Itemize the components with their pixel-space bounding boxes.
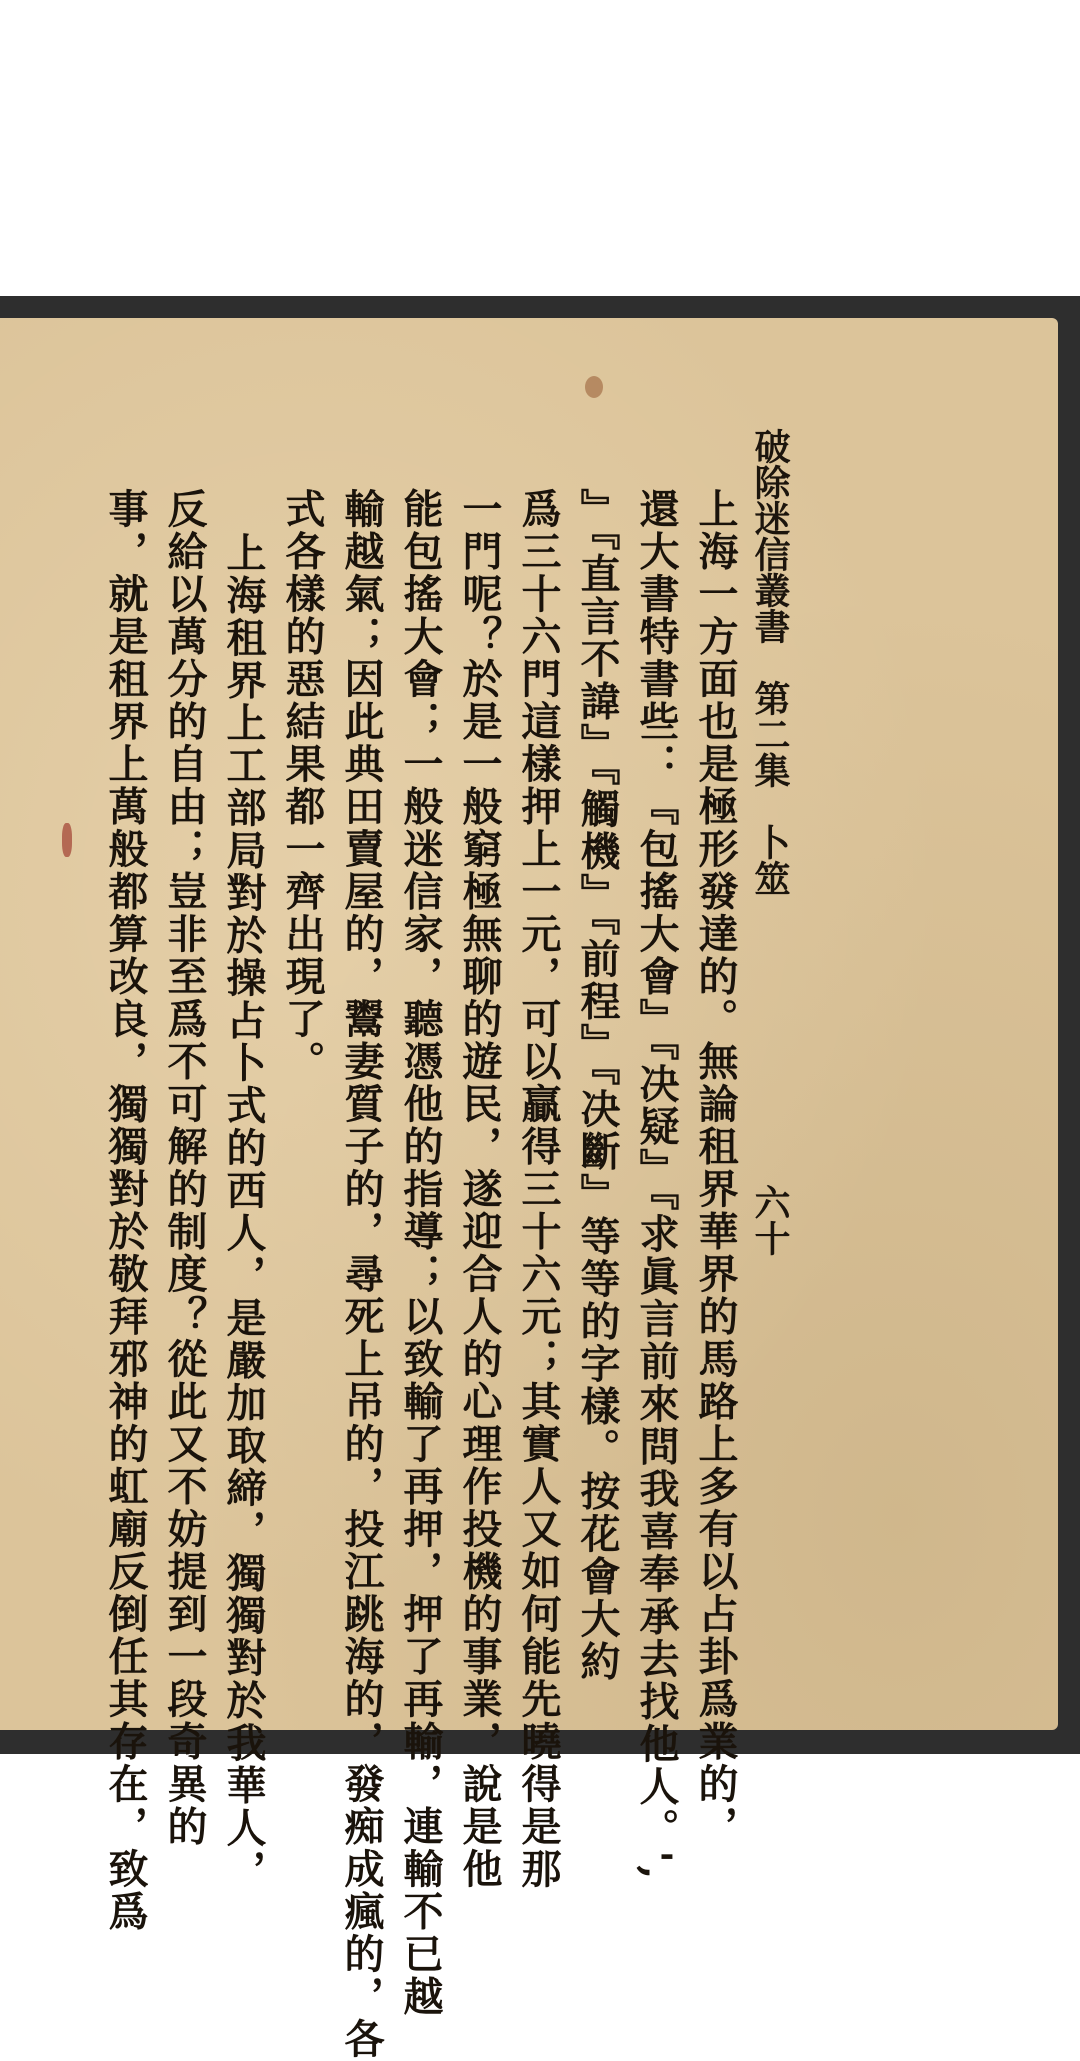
text-column: 反給以萬分的自由；豈非至爲不可解的制度？從此又不妨提到一段奇異的 — [161, 488, 208, 1848]
volume-label: 第二集 — [749, 680, 791, 788]
text-column: 式各樣的惡結果都一齊出現了。 — [279, 488, 326, 1083]
section-label: 卜筮 — [749, 824, 791, 896]
page-stain — [585, 376, 603, 398]
text-column: 上海租界上工部局對於操占卜式的西人，是嚴加取締，獨獨對於我華人， — [220, 532, 267, 1892]
text-column: 還大書特書些：『包搖大會』『决疑』『求眞言前來問我喜奉承去找他人。', — [633, 488, 680, 1882]
text-column: 輸越氣；因此典田賣屋的，鬻妻質子的，尋死上吊的，投江跳海的，發痴成瘋的，各 — [338, 488, 385, 2061]
header-separator — [749, 788, 791, 824]
header-spacer — [749, 896, 791, 1184]
page-number: 六十 — [749, 1184, 791, 1256]
text-column: 爲三十六門這樣押上一元，可以贏得三十六元；其實人又如何能先曉得是那 — [515, 488, 562, 1891]
text-column: 』『直言不諱』『觸機』『前程』『决斷』等等的字樣。按花會大約 — [574, 488, 621, 1683]
text-column: 上海一方面也是極形發達的。無論租界華界的馬路上多有以占卦爲業的， — [692, 488, 739, 1848]
page-stain — [62, 823, 72, 857]
text-column: 事，就是租界上萬般都算改良，獨獨對於敬拜邪神的虹廟反倒任其存在，致爲 — [102, 488, 149, 1933]
book-title: 破除迷信叢書 — [749, 428, 791, 644]
header-separator — [749, 644, 791, 680]
book-page — [0, 318, 1058, 2061]
text-column: 能包搖大會；一般迷信家，聽憑他的指導；以致輸了再押，押了再輸，連輸不已越 — [397, 488, 444, 2018]
running-header — [748, 428, 792, 1256]
text-column: 一門呢？於是一般窮極無聊的遊民，遂迎合人的心理作投機的事業，說是他 — [456, 488, 503, 1891]
